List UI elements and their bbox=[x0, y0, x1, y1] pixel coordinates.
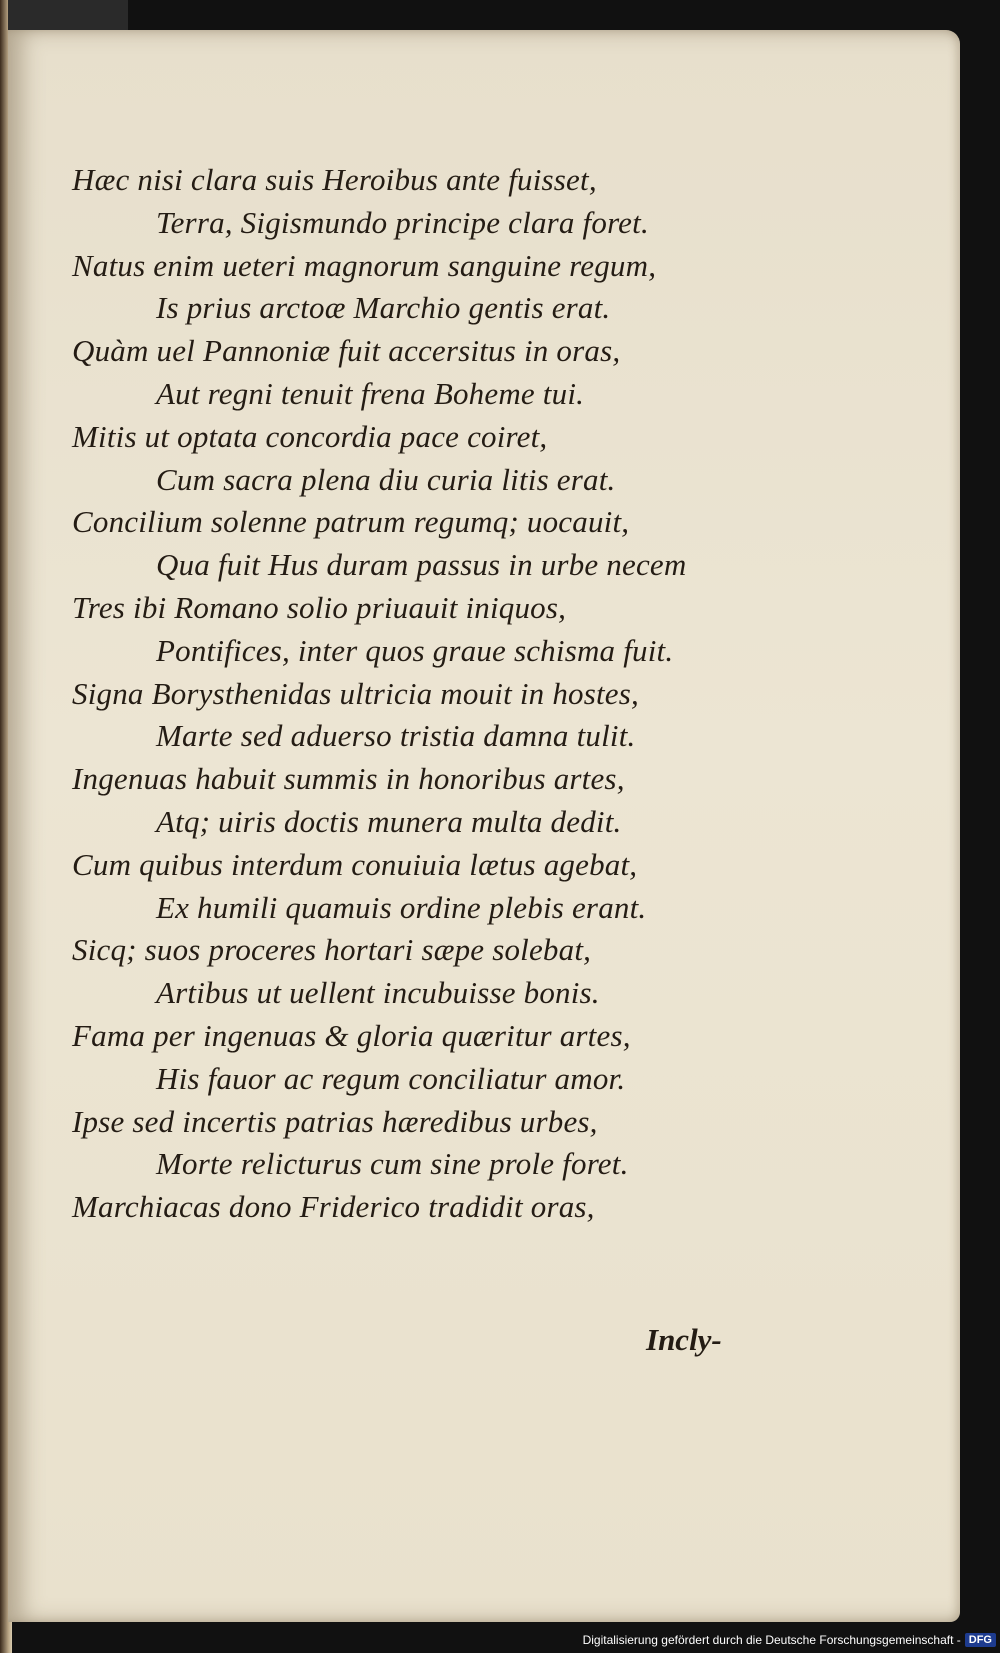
verse-line: Ipse sed incertis patrias hæredibus urbes, bbox=[72, 1103, 598, 1139]
verse-line-indented: Qua fuit Hus duram passus in urbe necem bbox=[156, 547, 687, 583]
verse-line: Hæc nisi clara suis Heroibus ante fuisset, bbox=[72, 162, 597, 197]
verse-line-indented: Artibus ut uellent incubuisse bonis. bbox=[156, 975, 600, 1011]
verse-line-indented: Cum sacra plena diu curia litis erat. bbox=[156, 461, 616, 497]
verse-line-indented: His fauor ac regum conciliatur amor. bbox=[156, 1060, 626, 1096]
verse-line: Concilium solenne patrum regumq; uocauit, bbox=[72, 504, 630, 540]
verse-line-indented: Ex humili quamuis ordine plebis erant. bbox=[156, 889, 647, 925]
verse-line-indented: Pontifices, inter quos graue schisma fuit. bbox=[156, 632, 674, 668]
digitization-footer bbox=[583, 1629, 996, 1651]
catchword: Incly- bbox=[646, 1322, 722, 1357]
verse-line-indented: Aut regni tenuit frena Boheme tui. bbox=[156, 376, 585, 411]
verse-line: Sicq; suos proceres hortari sæpe solebat, bbox=[72, 932, 592, 968]
verse-line: Mitis ut optata concordia pace coiret, bbox=[72, 418, 548, 454]
verse-line-indented: Morte relicturus cum sine prole foret. bbox=[156, 1146, 629, 1182]
verse-line: Quàm uel Pannoniæ fuit accersitus in oras, bbox=[72, 333, 621, 369]
verse-line: Fama per ingenuas & gloria quæritur artes, bbox=[72, 1018, 631, 1053]
verse-line: Signa Borysthenidas ultricia mouit in hostes, bbox=[72, 675, 639, 711]
footer-credit-text: Digitalisierung gefördert durch die Deutsche Forschungsgemeinschaft - bbox=[582, 1633, 961, 1647]
verse-line: Marchiacas dono Friderico tradidit oras, bbox=[72, 1189, 595, 1225]
verse-line: Natus enim ueteri magnorum sanguine regum, bbox=[72, 247, 657, 283]
dfg-logo: DFG bbox=[965, 1633, 996, 1647]
book-page bbox=[8, 30, 960, 1622]
verse-line-indented: Is prius arctoæ Marchio gentis erat. bbox=[156, 290, 611, 326]
verse-line-indented: Marte sed aduerso tristia damna tulit. bbox=[156, 718, 636, 754]
verse-line-indented: Terra, Sigismundo principe clara foret. bbox=[156, 204, 649, 240]
verse-line: Ingenuas habuit summis in honoribus artes, bbox=[72, 761, 625, 797]
verse-line: Tres ibi Romano solio priuauit iniquos, bbox=[72, 590, 567, 625]
verse-line: Cum quibus interdum conuiuia lætus agebat, bbox=[72, 846, 638, 882]
verse-text-block bbox=[8, 30, 960, 1622]
verse-line-indented: Atq; uiris doctis munera multa dedit. bbox=[156, 804, 622, 839]
